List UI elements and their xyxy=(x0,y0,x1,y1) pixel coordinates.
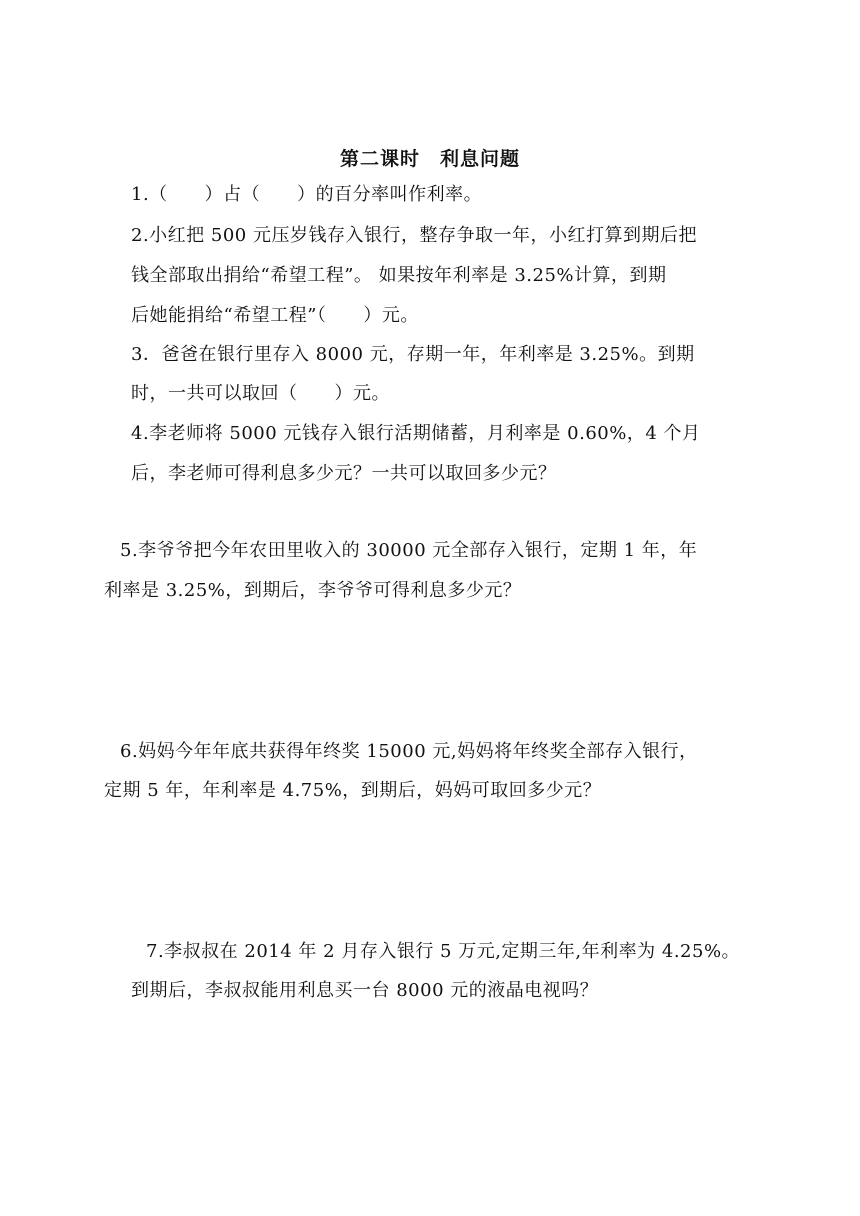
question-3-line-2: 时，一共可以取回（ ）元。 xyxy=(131,383,390,404)
question-6-line-2: 定期 5 年，年利率是 4.75%，到期后，妈妈可取回多少元？ xyxy=(104,780,602,801)
question-7-line-1: 7.李叔叔在 2014 年 2 月存入银行 5 万元,定期三年,年利率为 4.25%。 xyxy=(146,941,741,962)
question-4-line-2: 后，李老师可得利息多少元？一共可以取回多少元？ xyxy=(131,463,557,484)
question-7-line-2: 到期后，李叔叔能用利息买一台 8000 元的液晶电视吗？ xyxy=(131,980,599,1001)
page-title: 第二课时 利息问题 xyxy=(339,148,520,170)
question-4-line-1: 4.李老师将 5000 元钱存入银行活期储蓄，月利率是 0.60%，4 个月 xyxy=(131,423,701,444)
question-3-line-1: 3．爸爸在银行里存入 8000 元，存期一年，年利率是 3.25%。到期 xyxy=(131,344,695,365)
question-2-line-3: 后她能捐给“希望工程”（ ）元。 xyxy=(131,305,419,326)
question-2-line-2: 钱全部取出捐给“希望工程”。 如果按年利率是 3.25%计算，到期 xyxy=(131,265,667,286)
question-5-line-1: 5.李爷爷把今年农田里收入的 30000 元全部存入银行，定期 1 年，年 xyxy=(120,540,698,561)
question-2-line-1: 2.小红把 500 元压岁钱存入银行，整存争取一年，小红打算到期后把 xyxy=(131,225,697,246)
question-1-line-1: 1.（ ）占（ ）的百分率叫作利率。 xyxy=(131,184,483,205)
question-6-line-1: 6.妈妈今年年底共获得年终奖 15000 元,妈妈将年终奖全部存入银行， xyxy=(120,741,698,762)
question-5-line-2: 利率是 3.25%，到期后，李爷爷可得利息多少元？ xyxy=(104,580,522,601)
